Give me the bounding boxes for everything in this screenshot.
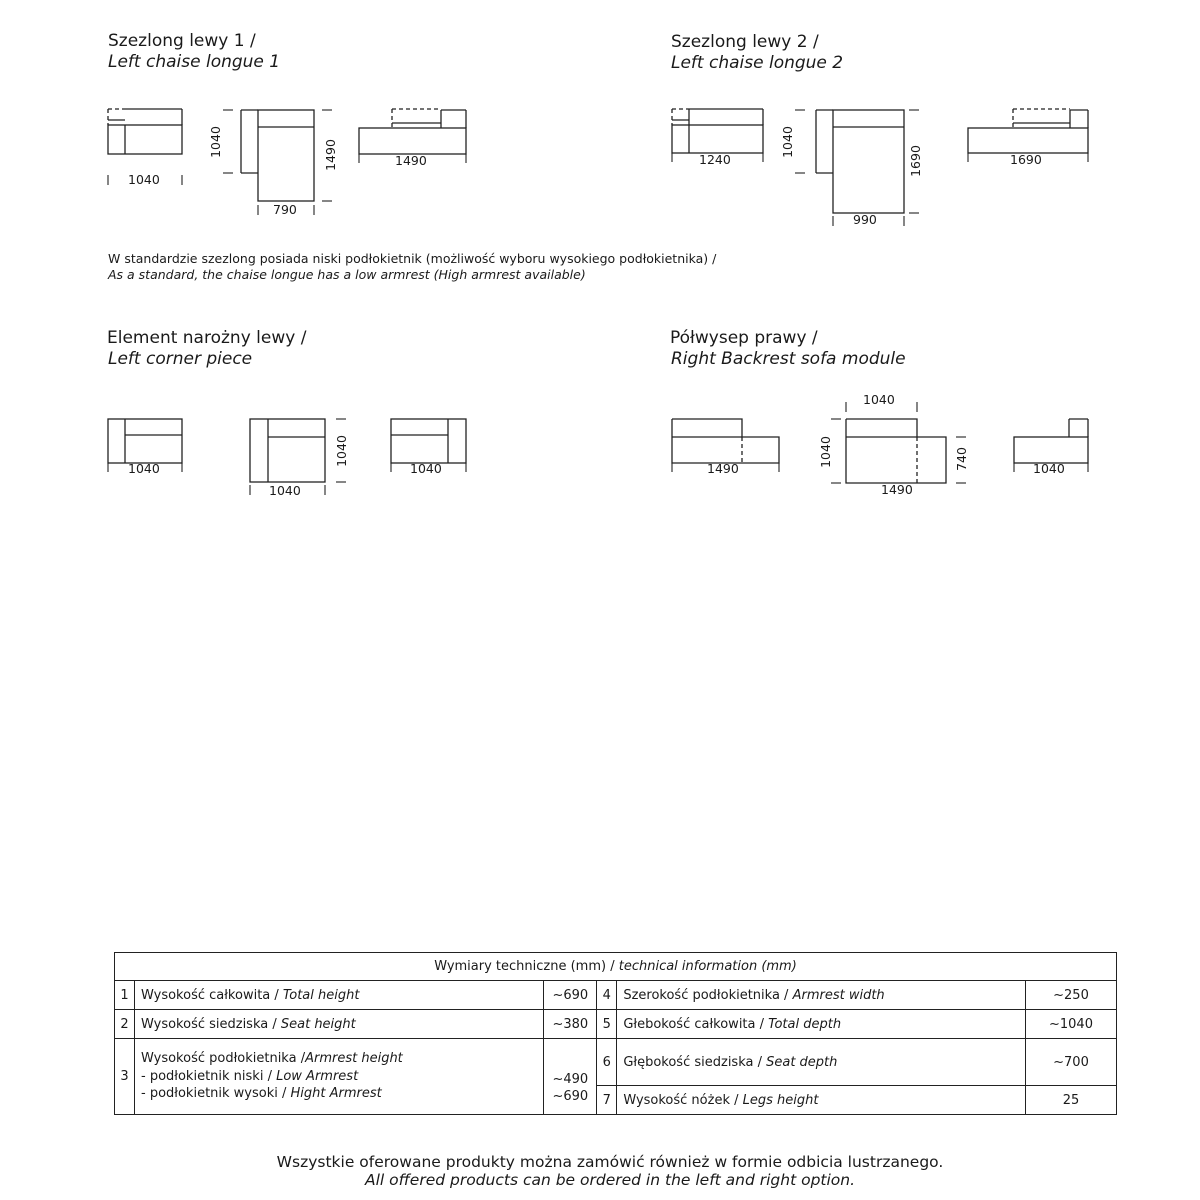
- peninsula-side-width: 1040: [1033, 461, 1065, 476]
- peninsula-top-right: 740: [953, 447, 969, 471]
- row-number: 7: [597, 1086, 617, 1115]
- table-row: [115, 1010, 1117, 1039]
- technical-drawings: [0, 0, 1200, 560]
- chaise1-top-depth: 1040: [207, 126, 223, 158]
- table-header-pl: Wymiary techniczne (mm) /: [434, 959, 619, 974]
- corner-top-width: 1040: [269, 483, 301, 498]
- row-label: Wysokość siedziska / Seat height: [135, 1010, 544, 1039]
- row-value: ~700: [1026, 1039, 1117, 1086]
- row-value: ~1040: [1026, 1010, 1117, 1039]
- row-number: 3: [115, 1039, 135, 1115]
- corner-title-pl: Element narożny lewy /: [107, 328, 307, 348]
- corner-title-en: Left corner piece: [108, 349, 253, 369]
- row-value-armrest: ~490 ~690: [544, 1039, 597, 1115]
- row-label-armrest: Wysokość podłokietnika /Armrest height - podłokietnik niski / Low Armrest - podłokietnik wysoki / Hight Armrest: [135, 1039, 544, 1115]
- peninsula-top-drawing: [831, 402, 966, 483]
- row-value: ~690: [544, 981, 597, 1010]
- table-row: [115, 1039, 1117, 1086]
- footer-en: All offered products can be ordered in the left and right option.: [364, 1171, 856, 1189]
- chaise2-top-length: 1690: [907, 145, 923, 177]
- row-number: 5: [597, 1010, 617, 1039]
- peninsula-title-en: Right Backrest sofa module: [671, 349, 906, 369]
- row-label: Szerokość podłokietnika / Armrest width: [617, 981, 1026, 1010]
- chaise1-top-width: 790: [273, 202, 297, 217]
- chaise2-top-drawing: [795, 110, 919, 226]
- row-number: 4: [597, 981, 617, 1010]
- chaise1-top-drawing: [223, 110, 332, 215]
- table-header: [115, 953, 1117, 981]
- row-number: 1: [115, 981, 135, 1010]
- row-value: ~380: [544, 1010, 597, 1039]
- corner-side-width: 1040: [410, 461, 442, 476]
- row-value: ~250: [1026, 981, 1117, 1010]
- chaise2-title-pl: Szezlong lewy 2 /: [671, 32, 819, 52]
- chaise2-front-width: 1240: [699, 152, 731, 167]
- row-label: Głębokość siedziska / Seat depth: [617, 1039, 1026, 1086]
- peninsula-top-width: 1490: [881, 482, 913, 497]
- chaise1-top-length: 1490: [322, 139, 338, 171]
- corner-top-depth: 1040: [333, 435, 349, 467]
- chaise1-side-width: 1490: [395, 153, 427, 168]
- corner-front-width: 1040: [128, 461, 160, 476]
- row-label: Wysokość nóżek / Legs height: [617, 1086, 1026, 1115]
- row-number: 6: [597, 1039, 617, 1086]
- table-header-en: technical information (mm): [618, 959, 797, 974]
- chaise-note-en: As a standard, the chaise longue has a low armrest (High armrest available): [108, 267, 586, 282]
- chaise2-top-width: 990: [853, 212, 877, 227]
- chaise1-front-width: 1040: [128, 172, 160, 187]
- row-label: Głebokość całkowita / Total depth: [617, 1010, 1026, 1039]
- footer-pl: Wszystkie oferowane produkty można zamówić również w formie odbicia lustrzanego.: [276, 1153, 944, 1171]
- table-row: [115, 981, 1117, 1010]
- table-header-row: [115, 953, 1117, 981]
- chaise1-title-en: Left chaise longue 1: [108, 52, 281, 72]
- technical-info-table: [114, 952, 1117, 1115]
- peninsula-title-pl: Półwysep prawy /: [670, 328, 818, 348]
- chaise-note-pl: W standardzie szezlong posiada niski podłokietnik (możliwość wyboru wysokiego podłokietnika) /: [108, 251, 717, 266]
- chaise2-top-depth: 1040: [779, 126, 795, 158]
- chaise2-side-width: 1690: [1010, 152, 1042, 167]
- chaise1-title-pl: Szezlong lewy 1 /: [108, 31, 256, 51]
- chaise2-title-en: Left chaise longue 2: [671, 53, 844, 73]
- row-label: Wysokość całkowita / Total height: [135, 981, 544, 1010]
- peninsula-top-depth: 1040: [817, 436, 833, 468]
- peninsula-top-upper: 1040: [863, 392, 895, 407]
- row-number: 2: [115, 1010, 135, 1039]
- peninsula-front-width: 1490: [707, 461, 739, 476]
- row-value: 25: [1026, 1086, 1117, 1115]
